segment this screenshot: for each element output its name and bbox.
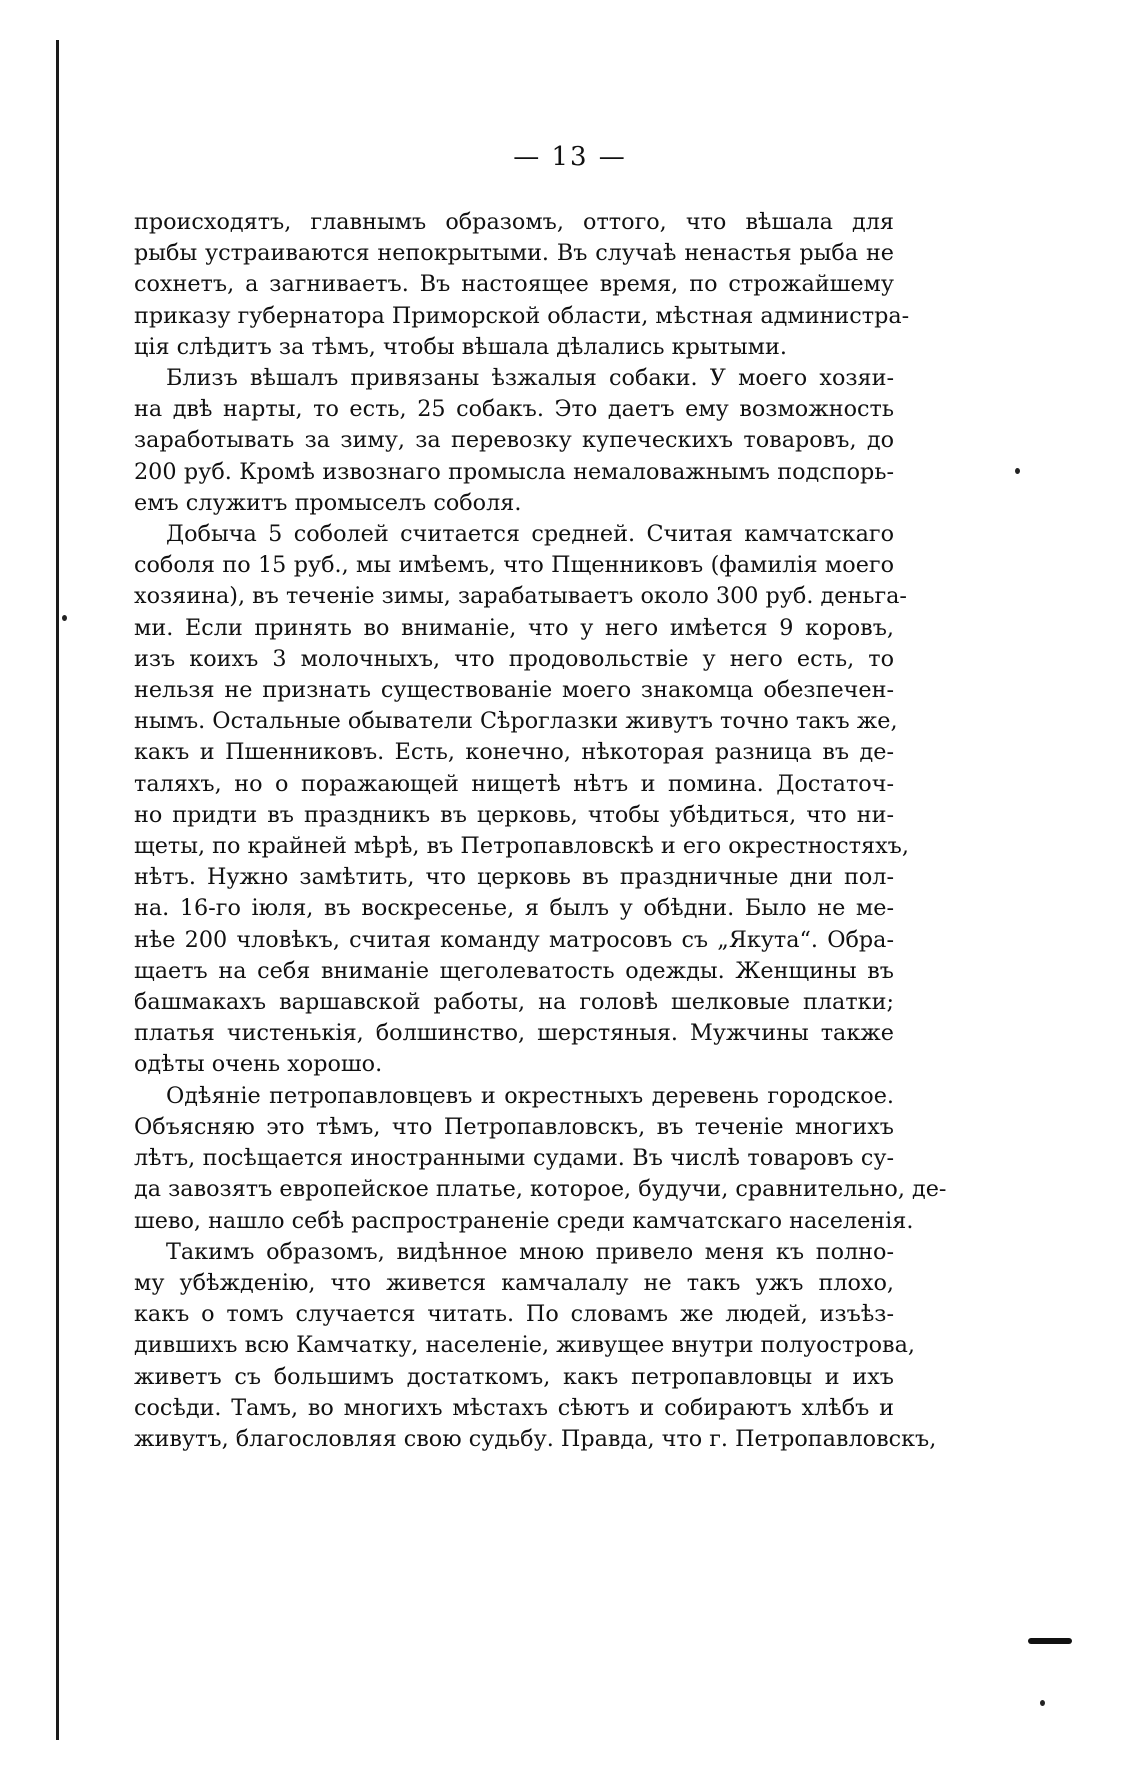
paragraph-4 bbox=[134, 1081, 947, 1237]
text-line: лѣтъ, посѣщается иностранными судами. Въ числѣ товаровъ су- bbox=[134, 1145, 894, 1172]
text-line: 200 руб. Кромѣ извознаго промысла немаловажнымъ подспорь- bbox=[134, 458, 894, 485]
paragraph-1 bbox=[134, 207, 910, 363]
text-line: емъ служитъ промыселъ соболя. bbox=[134, 489, 522, 516]
text-line: цiя слѣдитъ за тѣмъ, чтобы вѣшала дѣлались крытыми. bbox=[134, 333, 787, 360]
text-line: Добыча 5 соболей считается средней. Считая камчатскаго bbox=[166, 521, 894, 548]
text-line: щаетъ на себя вниманiе щеголеватость одежды. Женщины въ bbox=[134, 957, 894, 984]
text-line: рыбы устраиваются непокрытыми. Въ случаѣ ненастья рыба не bbox=[134, 240, 894, 267]
text-line: башмакахъ варшавской работы, на головѣ шелковые платки; bbox=[134, 989, 894, 1016]
ink-speck bbox=[1015, 468, 1020, 474]
text-line: нельзя не признать существованiе моего знакомца обезпечен- bbox=[134, 677, 894, 704]
text-line: сосѣди. Тамъ, во многихъ мѣстахъ сѣютъ и собираютъ хлѣбъ и bbox=[134, 1394, 894, 1421]
text-line: платья чистенькiя, болшинство, шерстяныя. Мужчины также bbox=[134, 1020, 894, 1047]
ink-speck bbox=[62, 615, 67, 621]
text-line: хозяина), въ теченiе зимы, зарабатываетъ около 300 руб. деньга- bbox=[134, 583, 907, 610]
text-line: Одѣянiе петропавловцевъ и окрестныхъ деревень городское. bbox=[166, 1082, 894, 1109]
text-line: сохнетъ, а загниваетъ. Въ настоящее время, по строжайшему bbox=[134, 271, 894, 298]
ink-smudge bbox=[1028, 1638, 1072, 1644]
text-line: заработывать за зиму, за перевозку купеческихъ товаровъ, до bbox=[134, 427, 894, 454]
text-line: соболя по 15 руб., мы имѣемъ, что Пщенниковъ (фамилiя моего bbox=[134, 552, 894, 579]
paragraph-5 bbox=[134, 1237, 937, 1455]
text-line: одѣты очень хорошо. bbox=[134, 1051, 383, 1078]
text-line: таляхъ, но о поражающей нищетѣ нѣтъ и помина. Достаточ- bbox=[134, 770, 894, 797]
text-line: какъ и Пшенниковъ. Есть, конечно, нѣкоторая разница въ де- bbox=[134, 739, 894, 766]
page-number: — 13 — bbox=[513, 142, 627, 172]
text-line: щеты, по крайней мѣрѣ, въ Петропавловскѣ и его окрестностяхъ, bbox=[134, 833, 909, 860]
text-line: Объясняю это тѣмъ, что Петропавловскъ, въ теченiе многихъ bbox=[134, 1113, 894, 1140]
text-line: Близъ вѣшалъ привязаны ѣзжалыя собаки. У моего хозяи- bbox=[166, 365, 894, 392]
text-line: приказу губернатора Приморской области, мѣстная администра- bbox=[134, 302, 910, 329]
text-line: шево, нашло себѣ распространенiе среди камчатскаго населенiя. bbox=[134, 1207, 914, 1234]
text-line: живутъ, благословляя свою судьбу. Правда, что г. Петропавловскъ, bbox=[134, 1425, 937, 1452]
text-line: му убѣжденiю, что живется камчалалу не такъ ужъ плохо, bbox=[134, 1269, 894, 1296]
paragraph-3 bbox=[134, 519, 909, 1081]
text-line: да завозятъ европейское платье, которое, будучи, сравнительно, де- bbox=[134, 1176, 947, 1203]
ink-speck bbox=[1040, 1700, 1045, 1706]
text-line: на двѣ нарты, то есть, 25 собакъ. Это даетъ ему возможность bbox=[134, 396, 894, 423]
text-line: нѣтъ. Нужно замѣтить, что церковь въ праздничные дни пол- bbox=[134, 864, 894, 891]
text-line: происходятъ, главнымъ образомъ, оттого, что вѣшала для bbox=[134, 209, 894, 235]
text-line: изъ коихъ 3 молочныхъ, что продовольствiе у него есть, то bbox=[134, 645, 894, 672]
text-line: ми. Если принять во вниманiе, что у него имѣется 9 коровъ, bbox=[134, 614, 894, 641]
text-line: нымъ. Остальные обыватели Сѣроглазки живутъ точно такъ же, bbox=[134, 708, 898, 735]
text-line: дившихъ всю Камчатку, населенiе, живущее внутри полуострова, bbox=[134, 1332, 915, 1359]
paragraph-2 bbox=[134, 363, 894, 519]
text-line: на. 16-го iюля, въ воскресенье, я былъ у обѣдни. Было не ме- bbox=[134, 895, 894, 922]
text-line: нѣе 200 чловѣкъ, считая команду матросовъ съ „Якута“. Обра- bbox=[134, 926, 894, 953]
text-line: какъ о томъ случается читать. По словамъ же людей, изъѣз- bbox=[134, 1301, 894, 1328]
text-line: но придти въ праздникъ въ церковь, чтобы убѣдиться, что ни- bbox=[134, 801, 894, 828]
body-text bbox=[134, 207, 947, 1455]
text-line: Такимъ образомъ, видѣнное мною привело меня къ полно- bbox=[166, 1238, 894, 1265]
page-binding-edge bbox=[56, 40, 59, 1740]
text-line: живетъ съ большимъ достаткомъ, какъ петропавловцы и ихъ bbox=[134, 1363, 894, 1390]
